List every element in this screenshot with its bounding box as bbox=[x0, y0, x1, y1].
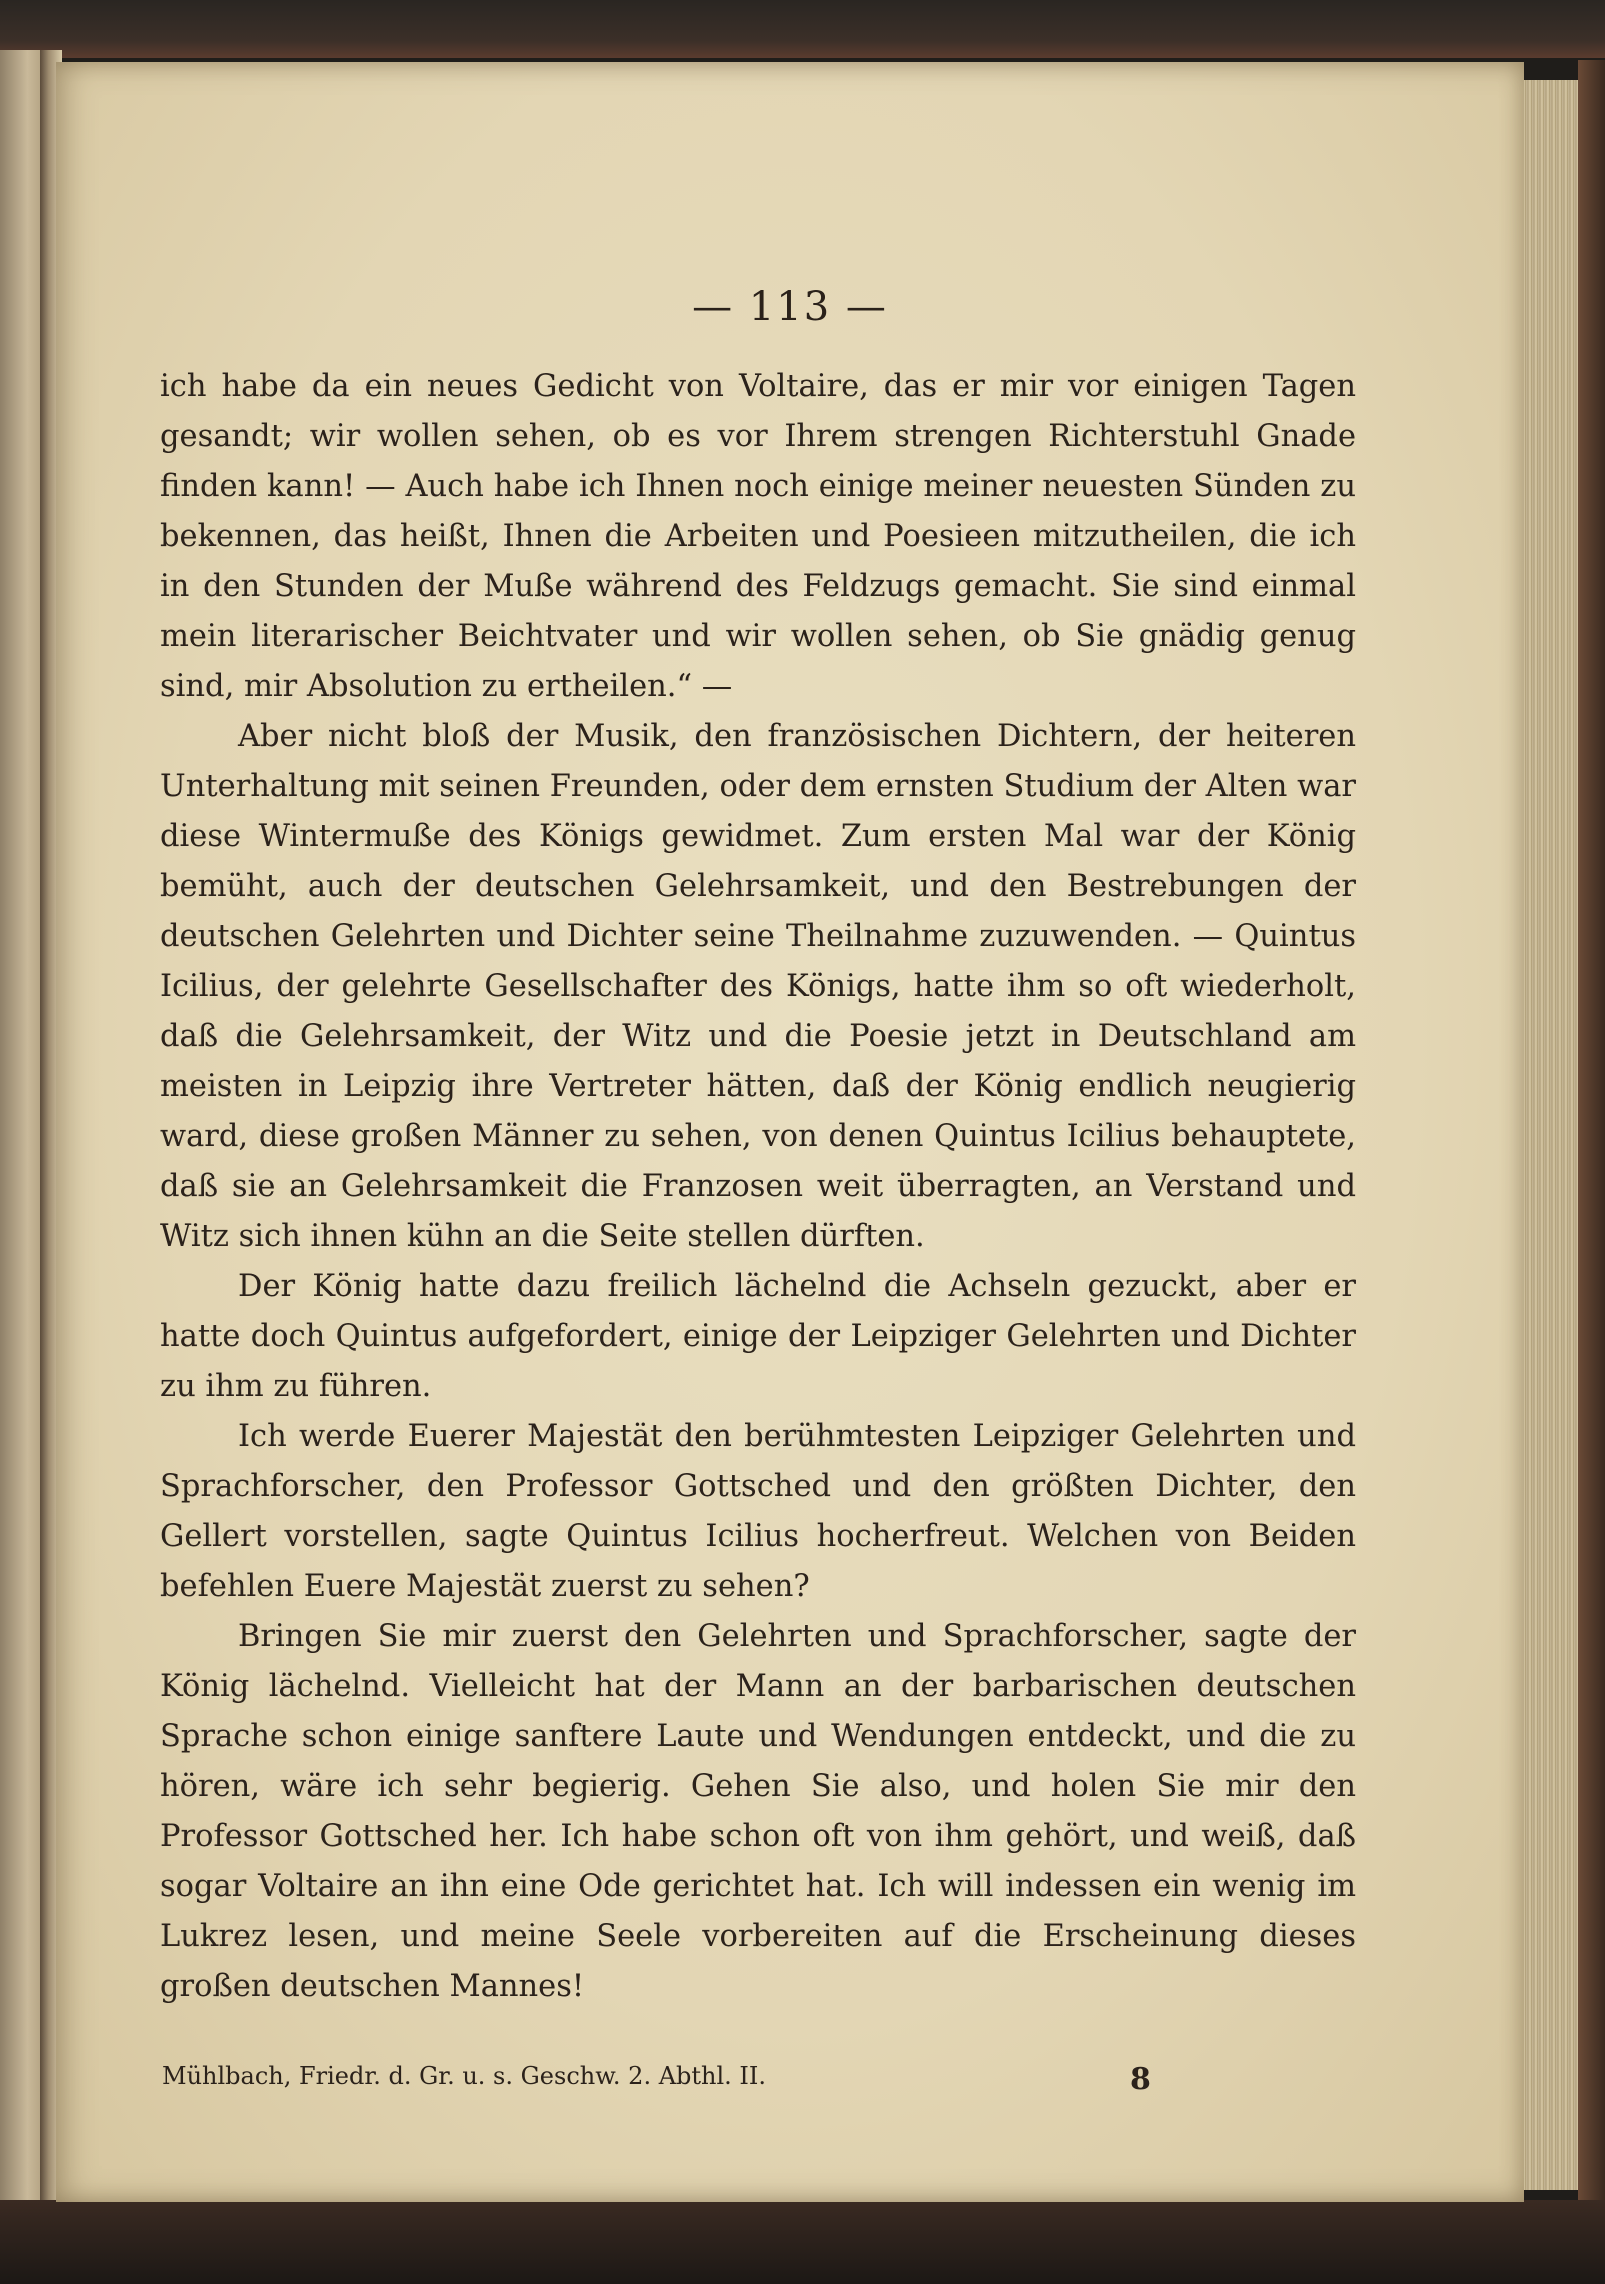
paragraph: Bringen Sie mir zuerst den Gelehrten und Sprachforscher, sagte der König lächelnd. Vielleicht hat der Mann an der barbarischen deutschen Sprache schon einige sanftere Laute und Wendungen entdeckt, und die zu hören, wäre ich sehr begierig. Gehen Sie also, und holen Sie mir den Professor Gottsched her. Ich habe schon oft von ihm gehört, und weiß, daß sogar Voltaire an ihn eine Ode gerichtet hat. Ich will indessen ein wenig im Lukrez lesen, und meine Seele vorbereiten auf die Erscheinung dieses großen deutschen Mannes! bbox=[160, 1619, 1356, 2004]
page-stack-edge bbox=[1520, 80, 1582, 2190]
paragraph: Aber nicht bloß der Musik, den französischen Dichtern, der heiteren Unterhaltung mit seinen Freunden, oder dem ernsten Studium der Alten war diese Wintermuße des Königs gewidmet. Zum ersten Mal war der König bemüht, auch der deutschen Gelehrsamkeit, und den Bestrebungen der deutschen Gelehrten und Dichter seine Theilnahme zuzuwenden. — Quintus Icilius, der gelehrte Gesellschafter des Königs, hatte ihm so oft wiederholt, daß die Gelehrsamkeit, der Witz und die Poesie jetzt in Deutschland am meisten in Leipzig ihre Vertreter hätten, daß der König endlich neugierig ward, diese großen Männer zu sehen, von denen Quintus Icilius behauptete, daß sie an Gelehrsamkeit die Franzosen weit überragten, an Verstand und Witz sich ihnen kühn an die Seite stellen dürften. bbox=[160, 719, 1356, 1254]
signature-mark: Mühlbach, Friedr. d. Gr. u. s. Geschw. 2. Abthl. II. bbox=[162, 2062, 767, 2090]
cover-edge bbox=[1578, 60, 1605, 2210]
page-number: — 113 — bbox=[692, 284, 888, 330]
footer bbox=[160, 2062, 1356, 2102]
paragraph: Der König hatte dazu freilich lächelnd die Achseln gezuckt, aber er hatte doch Quintus aufgefordert, einige der Leipziger Gelehrten und Dichter zu ihm zu führen. bbox=[160, 1269, 1356, 1404]
sheet-number: 8 bbox=[1130, 2062, 1151, 2097]
paragraph: ich habe da ein neues Gedicht von Voltaire, das er mir vor einigen Tagen gesandt; wir wollen sehen, ob es vor Ihrem strengen Richterstuhl Gnade finden kann! — Auch habe ich Ihnen noch einige meiner neuesten Sünden zu bekennen, das heißt, Ihnen die Arbeiten und Poesieen mitzutheilen, die ich in den Stunden der Muße während des Feldzugs gemacht. Sie sind einmal mein literarischer Beichtvater und wir wollen sehen, ob Sie gnädig genug sind, mir Absolution zu ertheilen.“ — bbox=[160, 369, 1356, 704]
paragraph: Ich werde Euerer Majestät den berühmtesten Leipziger Gelehrten und Sprachforscher, den Professor Gottsched und den größten Dichter, den Gellert vorstellen, sagte Quintus Icilius hocherfreut. Welchen von Beiden befehlen Euere Majestät zuerst zu sehen? bbox=[160, 1419, 1356, 1604]
book-top-shadow bbox=[0, 0, 1605, 58]
book-bottom-shadow bbox=[0, 2200, 1605, 2284]
page-body bbox=[160, 362, 1356, 2012]
book-page bbox=[56, 62, 1524, 2202]
